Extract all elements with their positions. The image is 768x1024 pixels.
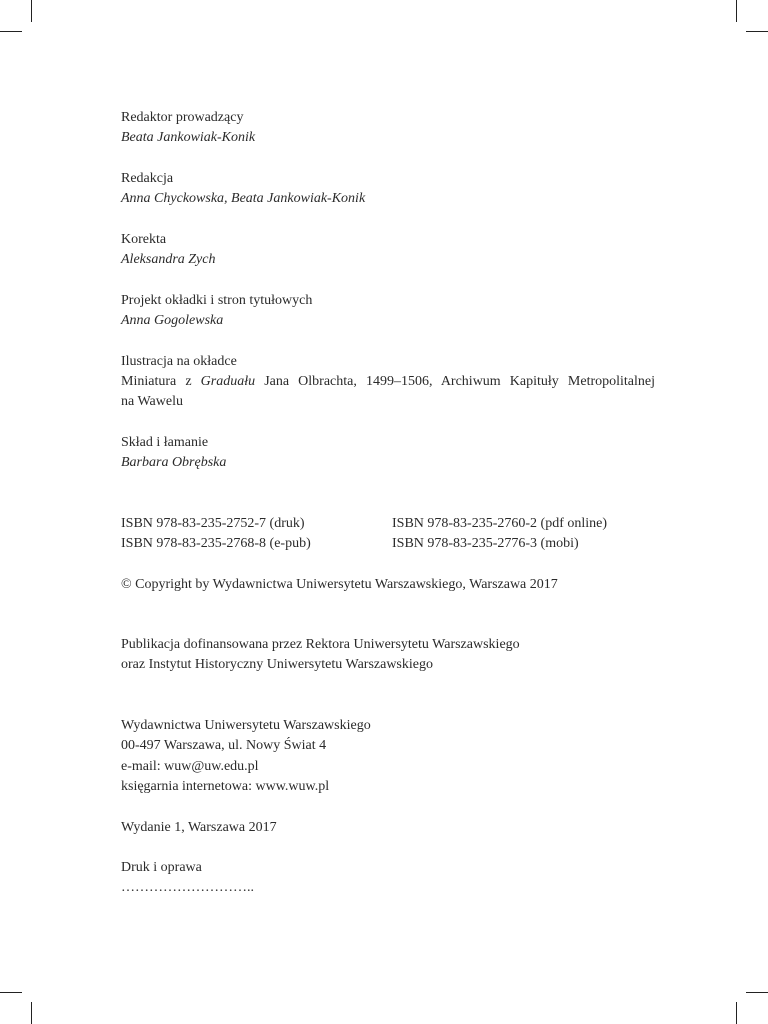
cover-illustration-label: Ilustracja na okładce (121, 353, 237, 369)
copyright-section (121, 575, 655, 595)
edition-section (121, 818, 655, 838)
printing-section (121, 858, 655, 899)
editor-lead-label: Redaktor prowadzący (121, 110, 244, 125)
printing-value: ……………………….. (121, 880, 254, 896)
crop-mark-bottom-left (0, 992, 22, 993)
crop-mark-top-left (31, 0, 32, 22)
publisher-email: e-mail: wuw@uw.edu.pl (121, 758, 259, 774)
crop-mark-bottom-left (31, 1002, 32, 1024)
crop-mark-bottom-right (736, 1002, 737, 1024)
crop-mark-top-right (736, 0, 737, 22)
proofreading-section (121, 230, 655, 271)
funding-section (121, 635, 655, 676)
isbn-print: ISBN 978-83-235-2752-7 (druk) (121, 515, 305, 531)
publisher-bookstore: księgarnia internetowa: www.wuw.pl (121, 778, 330, 794)
crop-mark-bottom-right (746, 992, 768, 993)
cover-design-label: Projekt okładki i stron tytułowych (121, 292, 313, 308)
publisher-address: 00-497 Warszawa, ul. Nowy Świat 4 (121, 738, 327, 754)
isbn-epub: ISBN 978-83-235-2768-8 (e-pub) (121, 535, 311, 551)
publisher-section (121, 716, 655, 797)
isbn-section (121, 514, 655, 555)
cover-design-section (121, 291, 655, 332)
editor-lead-name: Beata Jankowiak-Konik (121, 130, 256, 146)
typesetting-name: Barbara Obrębska (121, 455, 227, 471)
imprint-page (121, 108, 655, 919)
crop-mark-top-left (0, 31, 22, 32)
copyright-line: © Copyright by Wydawnictwa Uniwersytetu Warszawskiego, Warszawa 2017 (121, 576, 558, 592)
editing-names: Anna Chyckowska, Beata Jankowiak-Konik (121, 191, 366, 207)
cover-illustration-line2: na Wawelu (121, 394, 183, 410)
cover-illustration-section (121, 352, 655, 413)
publisher-name: Wydawnictwa Uniwersytetu Warszawskiego (121, 718, 371, 734)
printing-label: Druk i oprawa (121, 860, 202, 876)
isbn-row (121, 514, 655, 534)
crop-mark-top-right (746, 31, 768, 32)
cover-illustration-rest: Jana Olbrachta, 1499–1506, Archiwum Kapituły Metropolitalnej (255, 373, 655, 389)
typesetting-section (121, 433, 655, 474)
isbn-row (121, 534, 655, 554)
funding-line-2: oraz Instytut Historyczny Uniwersytetu Warszawskiego (121, 657, 433, 673)
editing-section (121, 169, 655, 210)
edition-line: Wydanie 1, Warszawa 2017 (121, 819, 277, 835)
proofreading-name: Aleksandra Zych (121, 252, 216, 268)
cover-illustration-title: Graduału (200, 373, 256, 389)
cover-illustration-description (121, 372, 655, 392)
isbn-mobi: ISBN 978-83-235-2776-3 (mobi) (392, 535, 579, 551)
isbn-pdf: ISBN 978-83-235-2760-2 (pdf online) (392, 515, 608, 531)
proofreading-label: Korekta (121, 231, 167, 247)
cover-illustration-prefix: Miniatura z (121, 373, 201, 389)
editor-lead-section (121, 108, 655, 149)
editing-label: Redakcja (121, 170, 174, 186)
typesetting-label: Skład i łamanie (121, 434, 209, 450)
funding-line-1: Publikacja dofinansowana przez Rektora Uniwersytetu Warszawskiego (121, 637, 520, 653)
cover-design-name: Anna Gogolewska (121, 312, 224, 328)
